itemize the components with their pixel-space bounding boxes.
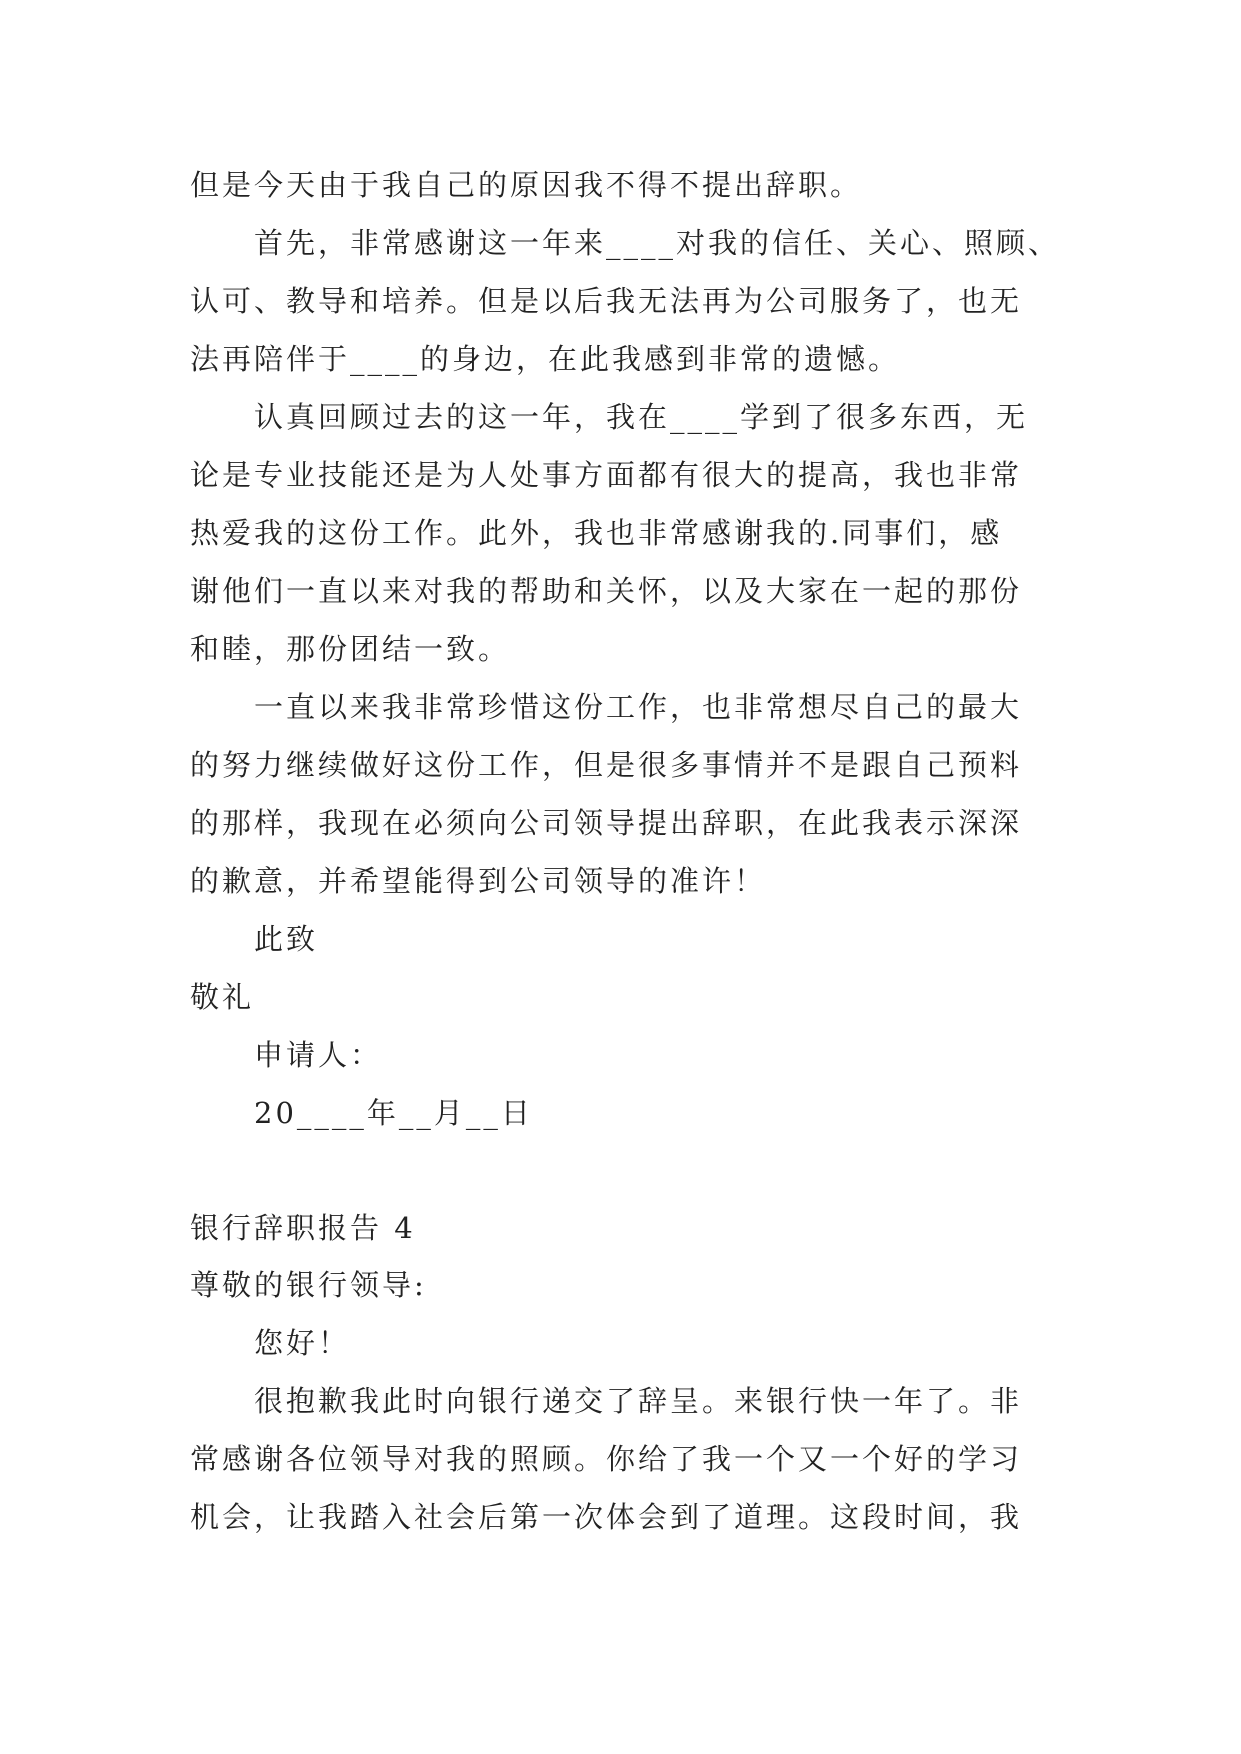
paragraph-line: 热爱我的这份工作。此外，我也非常感谢我的.同事们，感 — [190, 516, 1003, 550]
paragraph-line: 很抱歉我此时向银行递交了辞呈。来银行快一年了。非 — [254, 1384, 1023, 1418]
applicant-label: 申请人： — [254, 1038, 383, 1072]
section-spacer — [190, 1142, 1050, 1200]
paragraph-line: 一直以来我非常珍惜这份工作，也非常想尽自己的最大 — [254, 690, 1023, 724]
paragraph-line: 的那样，我现在必须向公司领导提出辞职，在此我表示深深 — [190, 806, 1023, 840]
closing-regards: 敬礼 — [190, 980, 255, 1014]
closing-salutation: 此致 — [254, 922, 319, 956]
paragraph-line: 常感谢各位领导对我的照顾。你给了我一个又一个好的学习 — [190, 1442, 1023, 1476]
paragraph-line: 法再陪伴于____的身边，在此我感到非常的遗憾。 — [190, 342, 901, 376]
paragraph-line: 认可、教导和培养。但是以后我无法再为公司服务了，也无 — [190, 284, 1023, 318]
paragraph-line: 认真回顾过去的这一年，我在____学到了很多东西，无 — [254, 400, 1029, 434]
section-title: 银行辞职报告 4 — [190, 1211, 416, 1245]
paragraph-line: 机会，让我踏入社会后第一次体会到了道理。这段时间，我 — [190, 1500, 1023, 1534]
document-page — [190, 156, 1061, 1546]
greeting-hello: 您好！ — [254, 1326, 351, 1360]
paragraph-line: 谢他们一直以来对我的帮助和关怀，以及大家在一起的那份 — [190, 574, 1023, 608]
paragraph-line: 论是专业技能还是为人处事方面都有很大的提高，我也非常 — [190, 458, 1023, 492]
paragraph-line: 但是今天由于我自己的原因我不得不提出辞职。 — [190, 168, 863, 202]
greeting-recipient: 尊敬的银行领导: — [190, 1268, 427, 1302]
paragraph-line: 首先，非常感谢这一年来____对我的信任、关心、照顾、 — [254, 226, 1061, 260]
paragraph-line: 的歉意，并希望能得到公司领导的准许！ — [190, 864, 767, 898]
paragraph-line: 的努力继续做好这份工作，但是很多事情并不是跟自己预料 — [190, 748, 1023, 782]
date-line: 20____年__月__日 — [254, 1096, 533, 1130]
paragraph-line: 和睦，那份团结一致。 — [190, 632, 511, 666]
